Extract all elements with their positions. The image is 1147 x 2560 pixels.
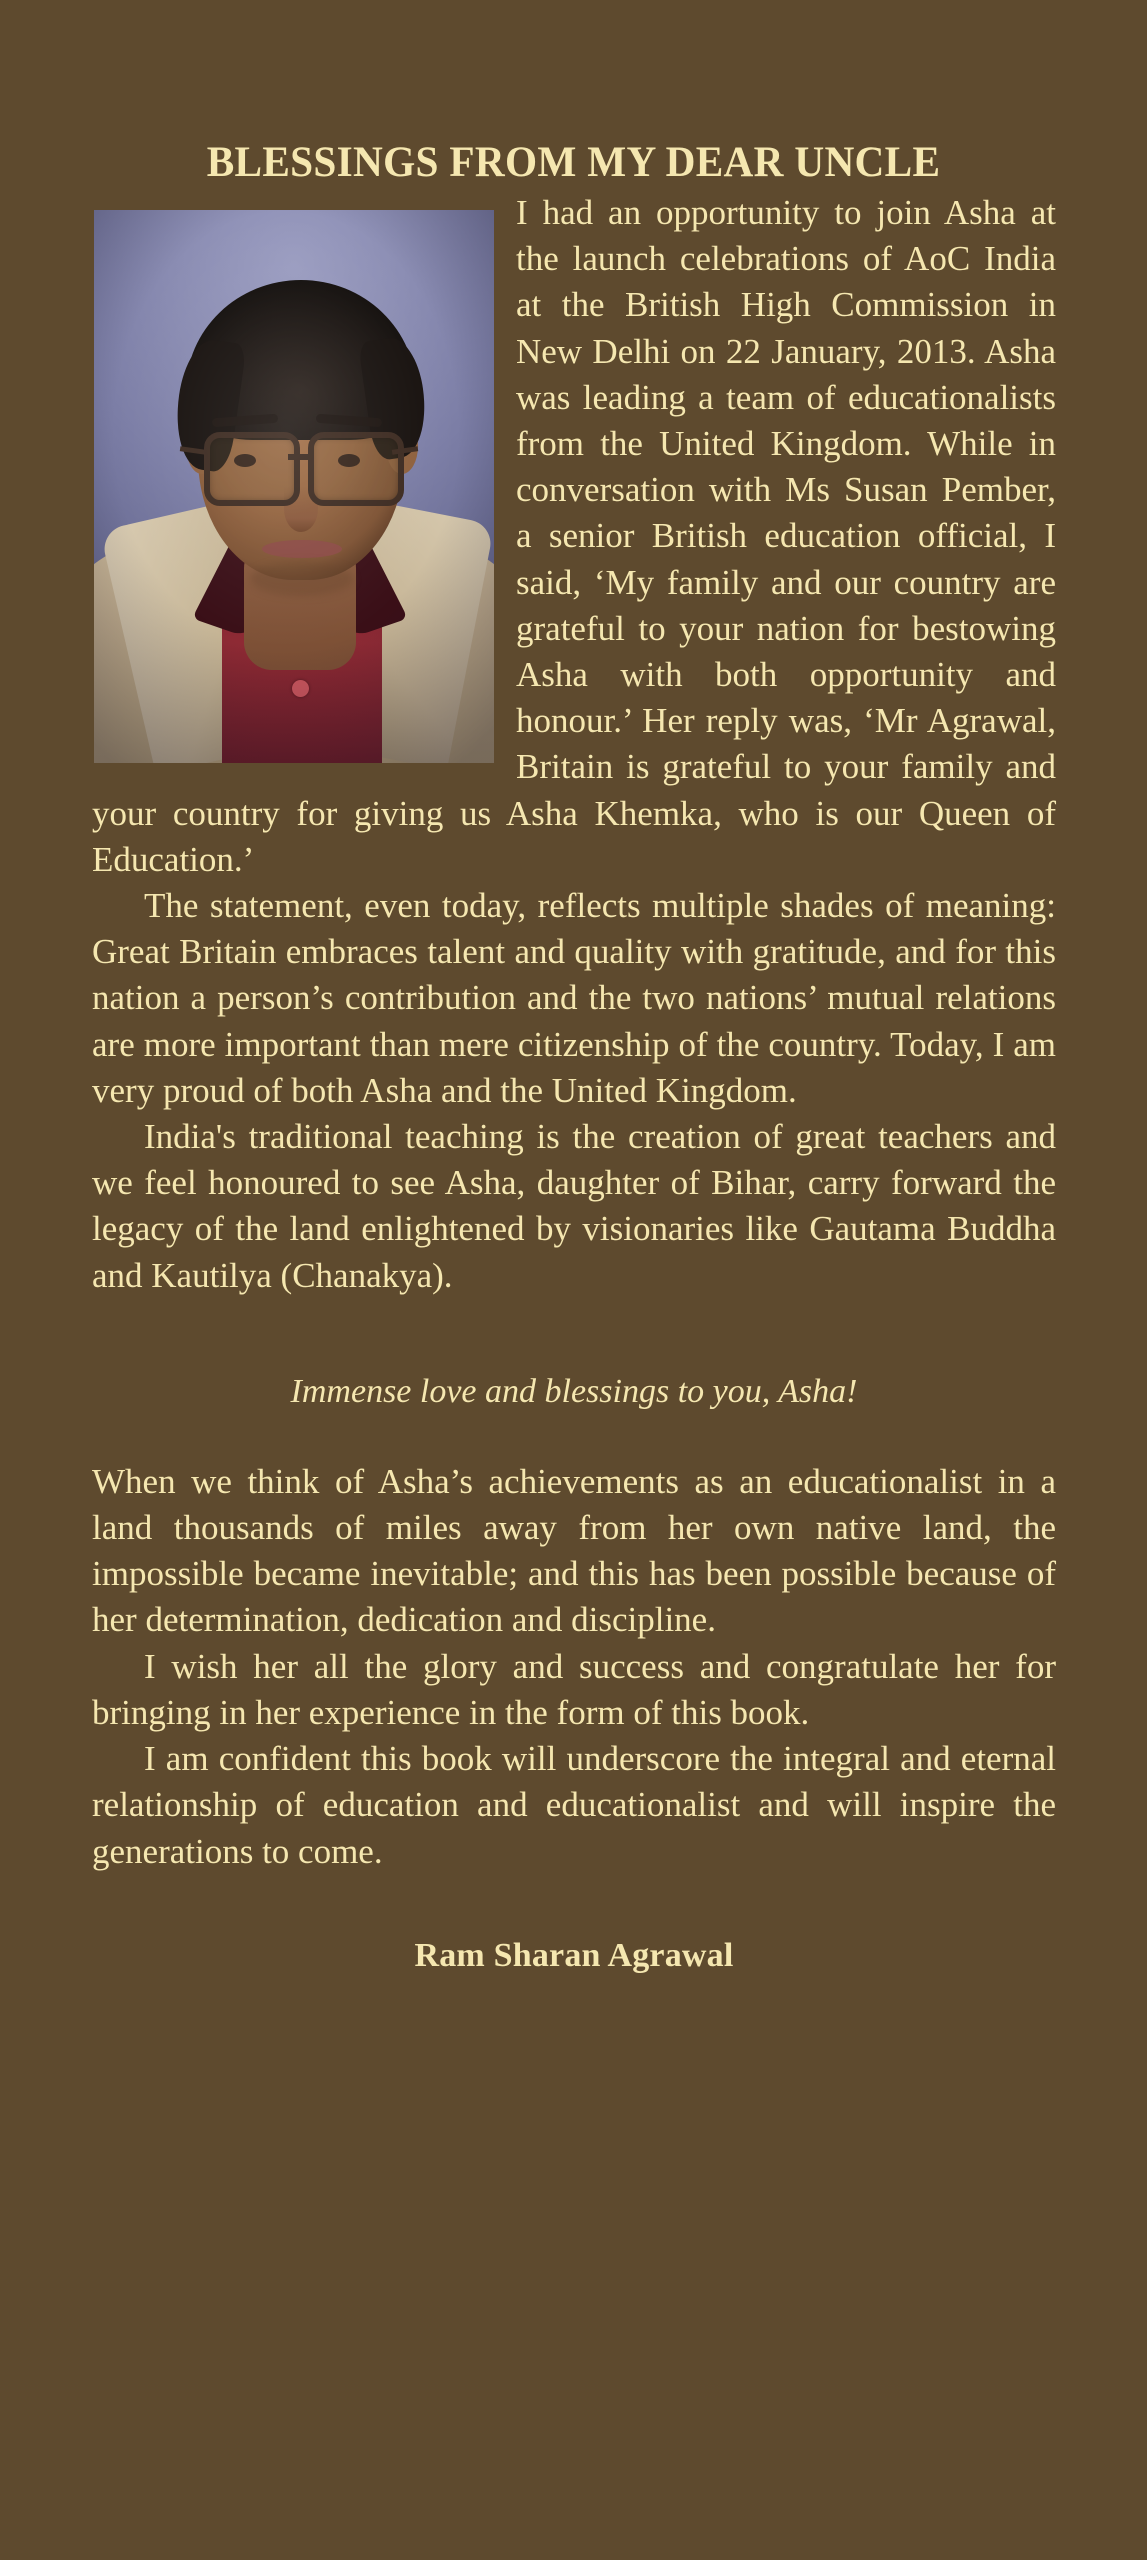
uncle-portrait-photo <box>94 210 494 763</box>
portrait-vignette <box>94 210 494 763</box>
paragraph-confident-book: I am confident this book will underscore the integral and eternal relationship of education and educationalist and will inspire the generations to come. <box>92 1739 1056 1871</box>
blessing-line: Immense love and blessings to you, Asha! <box>290 1372 858 1410</box>
page-title: BLESSINGS FROM MY DEAR UNCLE <box>206 138 941 186</box>
paragraph-wish-glory: I wish her all the glory and success and congratulate her for bringing in her experience in the form of this book. <box>92 1646 1056 1732</box>
spacer-after-blessing <box>92 1415 1056 1459</box>
paragraph-achievements: When we think of Asha’s achievements as an educationalist in a land thousands of miles away from her own native land, the impossible became inevitable; and this has been possible because of her determination, dedication and discipline. <box>92 1461 1056 1640</box>
article-body <box>92 190 1056 1979</box>
spacer-before-signature <box>92 1875 1056 1933</box>
signature-name: Ram Sharan Agrawal <box>414 1936 734 1974</box>
paragraph-statement-meaning: The statement, even today, reflects multiple shades of meaning: Great Britain embraces talent and quality with gratitude, and for this nation a person’s contribution and the two nations’ mutual relations are more important than mere citizenship of the country. Today, I am very proud of both Asha and the United Kingdom. <box>92 886 1056 1110</box>
paragraph-india-tradition: India's traditional teaching is the creation of great teachers and we feel honoured to see Asha, daughter of Bihar, carry forward the legacy of the land enlightened by visionaries like Gautama Buddha and Kautilya (Chanakya). <box>92 1117 1056 1295</box>
spacer-before-blessing <box>92 1299 1056 1369</box>
paragraph-launch-celebrations: I had an opportunity to join Asha at the launch celebrations of AoC India at the British High Commission in New Delhi on 22 January, 2013. Asha was leading a team of educationalists from the United Kingdom. While in conversation with Ms Susan Pember, a senior British education official, I said, ‘My family and our country are grateful to your nation for bestowing Asha with both opportunity and honour.’ Her reply was, ‘Mr Agrawal, Britain is grateful to your family and your country for giving us Asha Khemka, who is our Queen of Education.’ <box>92 193 1056 879</box>
